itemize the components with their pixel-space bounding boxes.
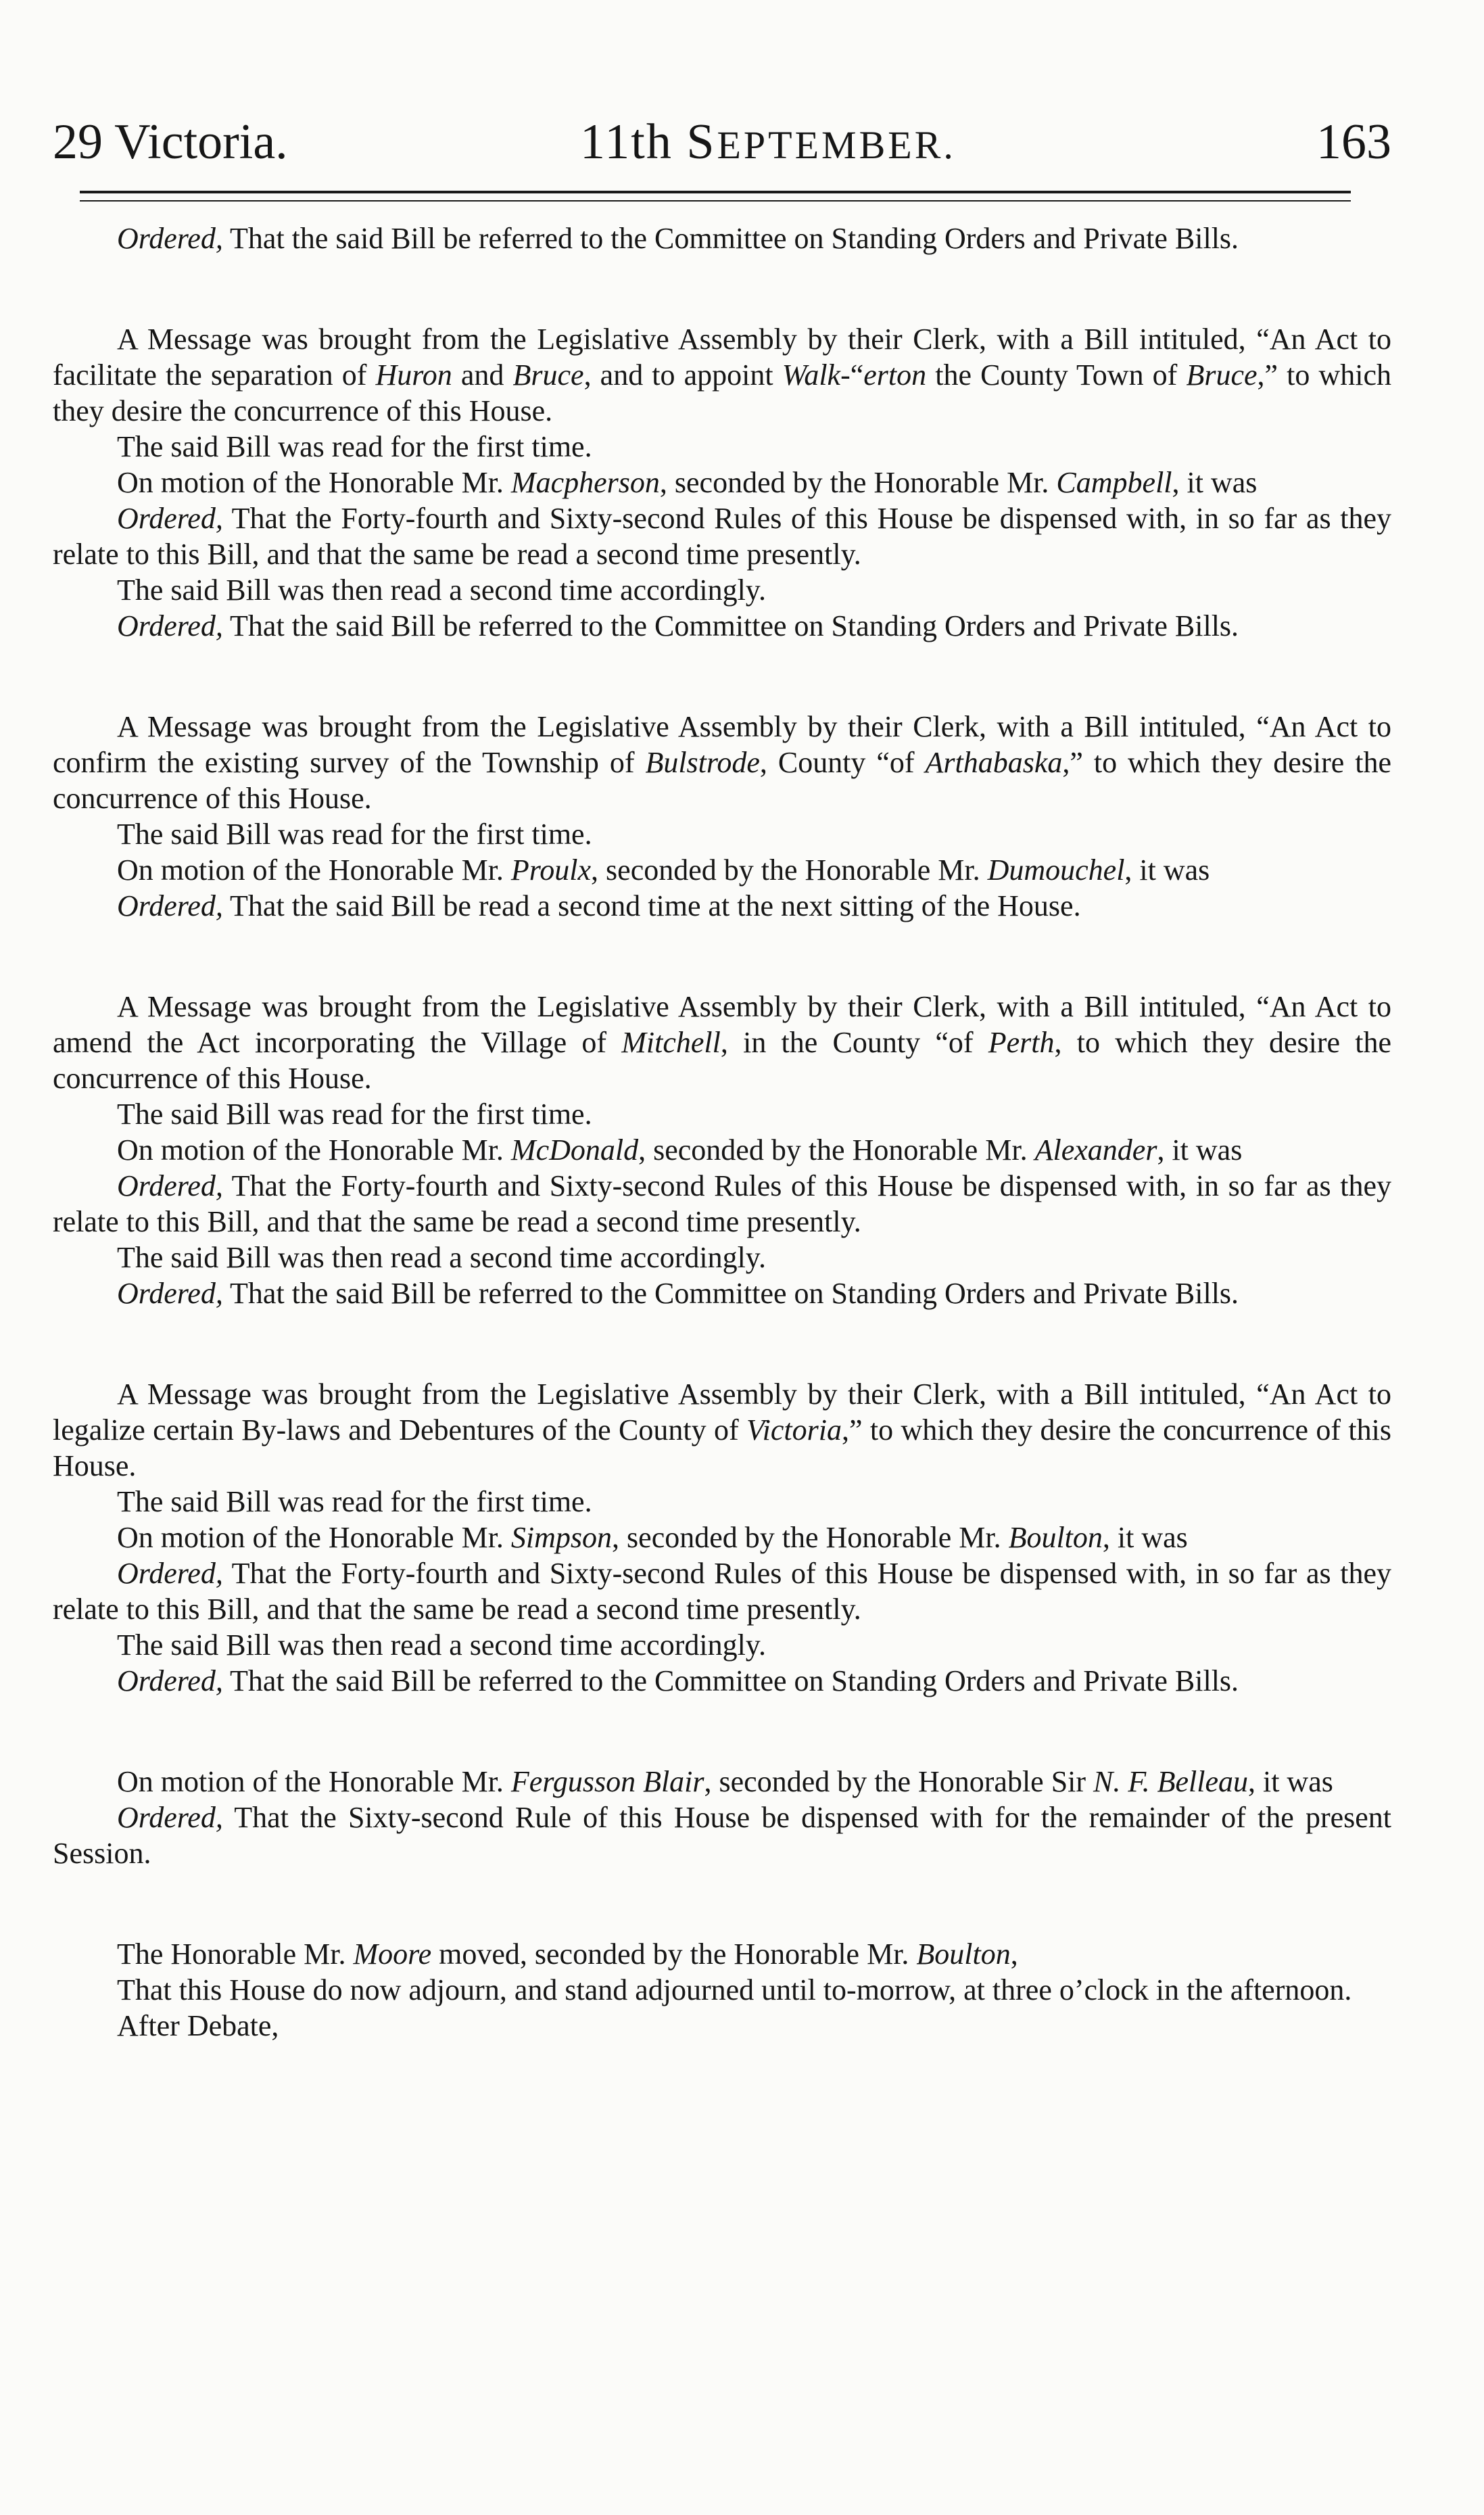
ordered-label: Ordered, bbox=[117, 1557, 223, 1590]
body-paragraph: On motion of the Honorable Mr. Fergusson Blair, seconded by the Honorable Sir N. F. Belleau, it was bbox=[117, 1765, 1333, 1798]
ordered-paragraph bbox=[53, 1663, 1391, 1699]
ordered-paragraph bbox=[53, 1168, 1391, 1240]
body-paragraph: On motion of the Honorable Mr. Macpherson, seconded by the Honorable Mr. Campbell, it was bbox=[117, 466, 1258, 499]
body-paragraph: On motion of the Honorable Mr. McDonald, seconded by the Honorable Mr. Alexander, it was bbox=[117, 1133, 1243, 1167]
ordered-label: Ordered, bbox=[117, 1277, 223, 1310]
ordered-paragraph bbox=[53, 1275, 1391, 1311]
header-rule-thick bbox=[80, 191, 1351, 193]
entry-block bbox=[53, 1764, 1391, 1871]
ordered-text: That the Sixty-second Rule of this House be dispensed with for the remainder of the present Session. bbox=[53, 1801, 1391, 1870]
body-paragraph: A Message was brought from the Legislative Assembly by their Clerk, with a Bill intituled, “An Act to legalize certain By-laws and Debentures of the County of Victoria,” to which they desire the concurrence of this House. bbox=[53, 1378, 1391, 1482]
ordered-paragraph bbox=[53, 888, 1391, 924]
body-paragraph: The said Bill was read for the first time. bbox=[117, 1485, 592, 1518]
page-number: 163 bbox=[1316, 114, 1391, 170]
entry-block bbox=[53, 989, 1391, 1311]
ordered-text: That the said Bill be referred to the Committee on Standing Orders and Private Bills. bbox=[222, 222, 1239, 255]
body-paragraph: A Message was brought from the Legislative Assembly by their Clerk, with a Bill intituled, “An Act to amend the Act incorporating the Village of Mitchell, in the County “of Perth, to which they desire the concurrence of this House. bbox=[53, 990, 1392, 1095]
ordered-label: Ordered, bbox=[117, 889, 223, 922]
page-header bbox=[53, 101, 1391, 183]
ordered-label: Ordered, bbox=[117, 1664, 223, 1697]
body-paragraph: The said Bill was read for the first time. bbox=[117, 430, 592, 463]
entry-block bbox=[53, 709, 1391, 924]
ordered-text: That the Forty-fourth and Sixty-second Rules of this House be dispensed with, in so far as they relate to this Bill, and that the same be read a second time presently. bbox=[53, 1557, 1391, 1626]
body-paragraph: The said Bill was then read a second time accordingly. bbox=[117, 573, 766, 607]
ordered-paragraph bbox=[53, 500, 1391, 572]
entry-block bbox=[53, 1376, 1391, 1699]
running-head-left: 29 Victoria. bbox=[53, 114, 288, 170]
body-paragraph: The said Bill was read for the first time. bbox=[117, 1098, 592, 1131]
body-paragraph: A Message was brought from the Legislative Assembly by their Clerk, with a Bill intituled, “An Act to facilitate the separation of Huron and Bruce, and to appoint Walk-“erton the County Town of Bruce,” to which they desire the concurrence of this House. bbox=[53, 323, 1391, 427]
running-head-date bbox=[580, 101, 956, 186]
ordered-paragraph bbox=[53, 1800, 1391, 1871]
running-head-day: 11th bbox=[580, 114, 673, 170]
ordered-paragraph bbox=[53, 1555, 1391, 1627]
body-paragraph: On motion of the Honorable Mr. Simpson, seconded by the Honorable Mr. Boulton, it was bbox=[117, 1521, 1188, 1554]
ordered-label: Ordered, bbox=[117, 222, 223, 255]
running-head-month: SEPTEMBER. bbox=[686, 114, 956, 170]
entry-block bbox=[53, 321, 1391, 644]
entry-block bbox=[53, 220, 1391, 256]
body-paragraph: After Debate, bbox=[117, 2009, 279, 2042]
ordered-label: Ordered, bbox=[117, 1801, 223, 1834]
journal-body bbox=[53, 220, 1391, 2044]
ordered-text: That the Forty-fourth and Sixty-second Rules of this House be dispensed with, in so far as they relate to this Bill, and that the same be read a second time presently. bbox=[53, 1169, 1391, 1238]
body-paragraph: On motion of the Honorable Mr. Proulx, seconded by the Honorable Mr. Dumouchel, it was bbox=[117, 853, 1210, 887]
ordered-text: That the said Bill be referred to the Committee on Standing Orders and Private Bills. bbox=[222, 1664, 1239, 1697]
body-paragraph: The said Bill was then read a second time accordingly. bbox=[117, 1628, 766, 1662]
ordered-paragraph bbox=[53, 608, 1391, 644]
entry-block bbox=[53, 1936, 1391, 2044]
ordered-text: That the said Bill be read a second time at the next sitting of the House. bbox=[222, 889, 1081, 922]
ordered-label: Ordered, bbox=[117, 609, 223, 642]
ordered-paragraph bbox=[53, 220, 1391, 256]
body-paragraph: The said Bill was then read a second time accordingly. bbox=[117, 1241, 766, 1274]
ordered-label: Ordered, bbox=[117, 1169, 223, 1202]
ordered-text: That the said Bill be referred to the Committee on Standing Orders and Private Bills. bbox=[222, 1277, 1239, 1310]
body-paragraph: The said Bill was read for the first time. bbox=[117, 818, 592, 851]
ordered-text: That the said Bill be referred to the Committee on Standing Orders and Private Bills. bbox=[222, 609, 1239, 642]
header-rule-thin bbox=[80, 200, 1351, 202]
body-paragraph: A Message was brought from the Legislative Assembly by their Clerk, with a Bill intituled, “An Act to confirm the existing survey of the Township of Bulstrode, County “of Arthabaska,” to which they desire the concurrence of this House. bbox=[53, 710, 1391, 815]
journal-page bbox=[53, 101, 1391, 2109]
body-paragraph: That this House do now adjourn, and stand adjourned until to-morrow, at three o’clock in the afternoon. bbox=[117, 1973, 1352, 2006]
body-paragraph: The Honorable Mr. Moore moved, seconded by the Honorable Mr. Boulton, bbox=[117, 1937, 1018, 1971]
ordered-text: That the Forty-fourth and Sixty-second Rules of this House be dispensed with, in so far as they relate to this Bill, and that the same be read a second time presently. bbox=[53, 502, 1391, 571]
ordered-label: Ordered, bbox=[117, 502, 223, 535]
